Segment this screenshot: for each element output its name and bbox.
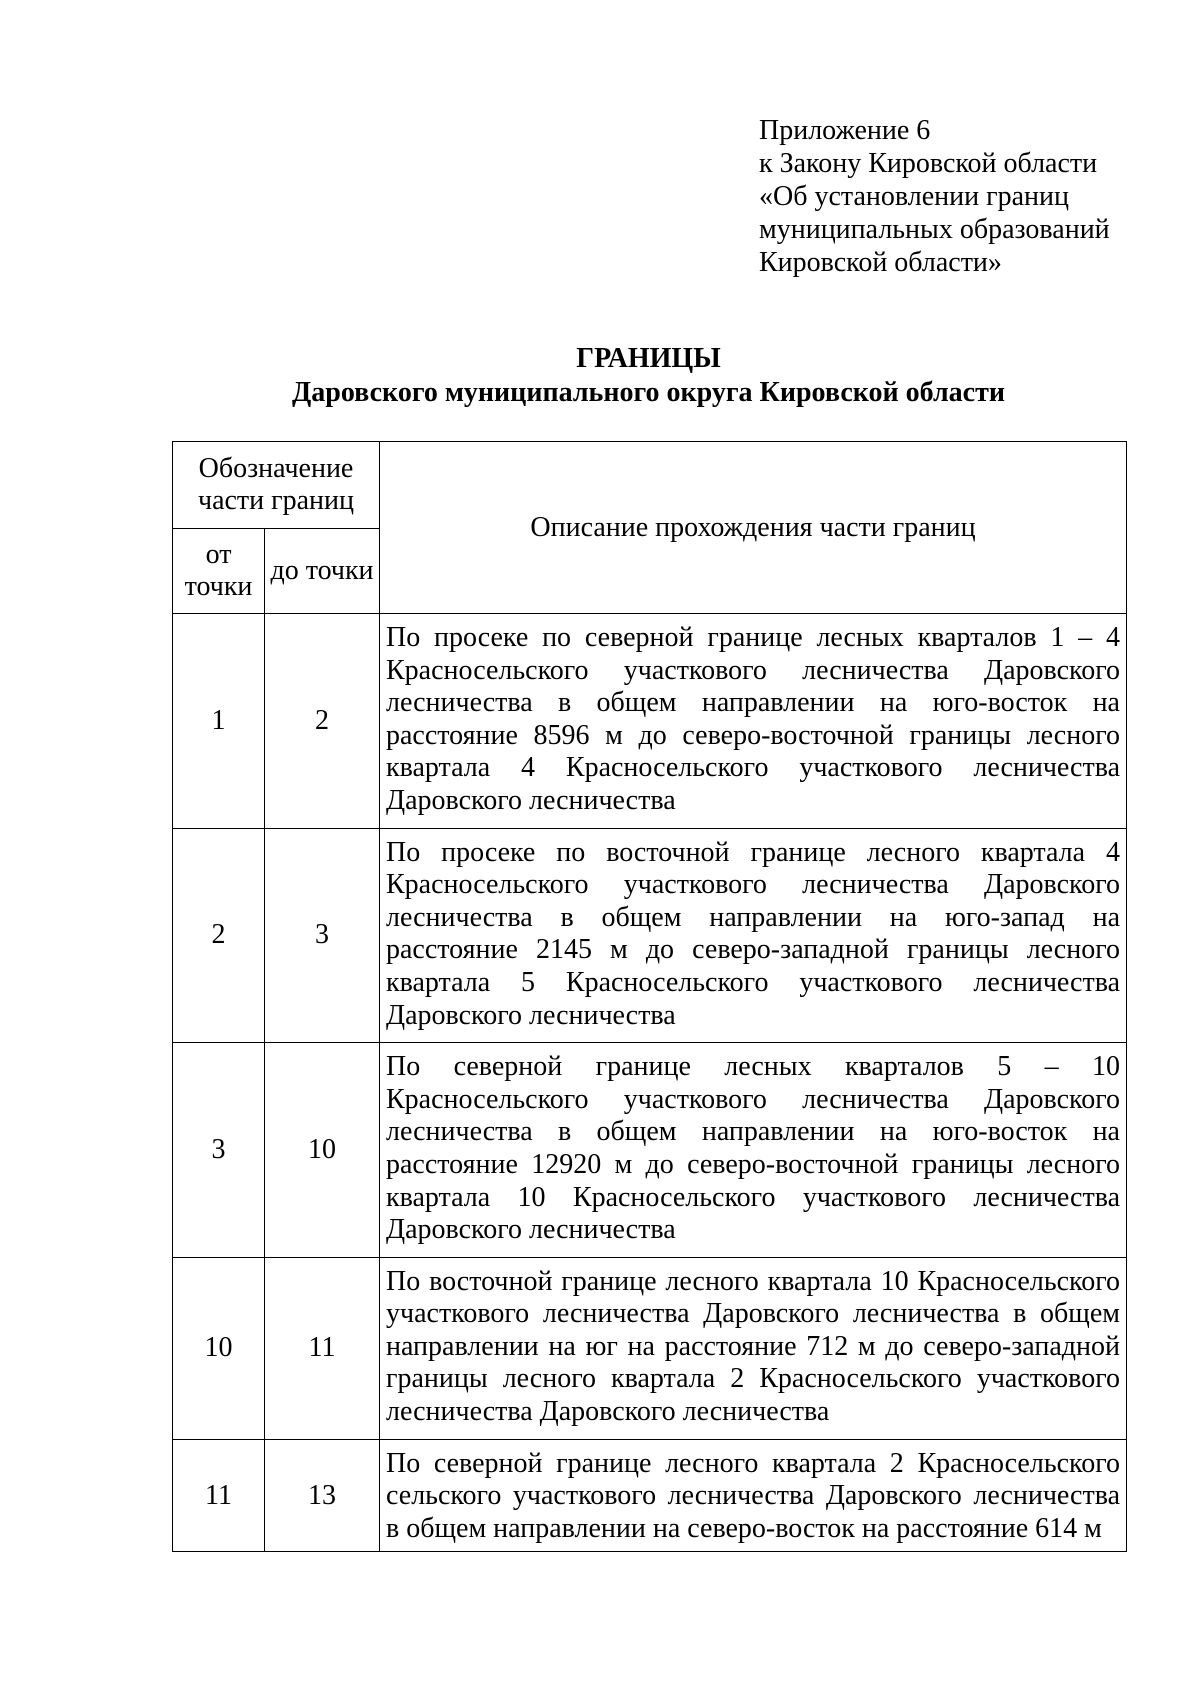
header-boundary-part: Обозначение части границ	[173, 442, 380, 529]
annex-line: муниципальных образований	[759, 214, 1110, 245]
from-point-cell: 10	[173, 1257, 265, 1439]
table-row	[173, 1043, 1127, 1258]
document-subtitle: Даровского муниципального округа Кировской области	[292, 377, 1005, 408]
document-heading	[0, 342, 1200, 410]
to-point-cell: 2	[265, 614, 380, 829]
from-point-cell: 3	[173, 1043, 265, 1258]
from-point-cell: 2	[173, 828, 265, 1043]
from-point-cell: 11	[173, 1439, 265, 1552]
boundary-table	[172, 441, 1127, 1552]
description-cell: По северной границе лесного квартала 2 Красносельского сельского участкового лесничества Даровского лесничества в общем направлении на северо-восток на расстояние 614 м	[380, 1439, 1127, 1552]
header-description: Описание прохождения части границ	[380, 442, 1127, 614]
table-row	[173, 1257, 1127, 1439]
annex-line: к Закону Кировской области	[759, 148, 1098, 179]
header-to-point: до точки	[265, 529, 380, 614]
description-cell: По просеке по восточной границе лесного квартала 4 Красносельского участкового лесничества Даровского лесничества в общем направлении на юго-запад на расстояние 2145 м до северо-западной границы лесного квартала 5 Красносельского участкового лесничества Даровского лесничества	[380, 828, 1127, 1043]
table-header-row	[173, 442, 1127, 529]
description-cell: По восточной границе лесного квартала 10 Красносельского участкового лесничества Даровского лесничества в общем направлении на юг на расстояние 712 м до северо-западной границы лесного квартала 2 Красносельского участкового лесничества Даровского лесничества	[380, 1257, 1127, 1439]
document-title: ГРАНИЦЫ	[576, 343, 721, 374]
from-point-cell: 1	[173, 614, 265, 829]
annex-line: «Об установлении границ	[759, 181, 1069, 212]
to-point-cell: 3	[265, 828, 380, 1043]
to-point-cell: 11	[265, 1257, 380, 1439]
description-cell: По северной границе лесных кварталов 5 – 10 Красносельского участкового лесничества Даровского лесничества в общем направлении на юго-восток на расстояние 12920 м до северо-восточной границы лесного квартала 10 Красносельского участкового лесничества Даровского лесничества	[380, 1043, 1127, 1258]
table-row	[173, 1439, 1127, 1552]
table-row	[173, 614, 1127, 829]
to-point-cell: 13	[265, 1439, 380, 1552]
to-point-cell: 10	[265, 1043, 380, 1258]
description-cell: По просеке по северной границе лесных кварталов 1 – 4 Красносельского участкового лесничества Даровского лесничества в общем направлении на юго-восток на расстояние 8596 м до северо-восточной границы лесного квартала 4 Красносельского участкового лесничества Даровского лесничества	[380, 614, 1127, 829]
annex-line: Кировской области»	[759, 247, 1002, 278]
annex-line: Приложение 6	[759, 115, 931, 146]
annex-reference	[759, 114, 1159, 279]
table-row	[173, 828, 1127, 1043]
header-from-point: от точки	[173, 529, 265, 614]
